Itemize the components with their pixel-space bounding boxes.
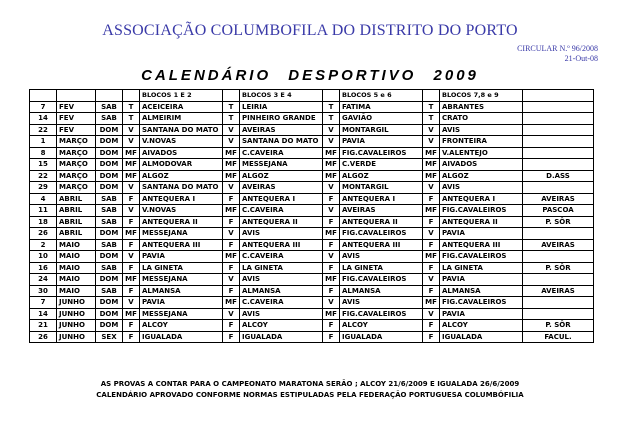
place-cell-block-2: C.CAVEIRA <box>240 147 323 159</box>
day-cell: 26 <box>30 331 57 343</box>
month-cell: MARÇO <box>57 170 96 182</box>
type-cell-block-3: V <box>323 136 340 148</box>
type-cell-block-3: F <box>323 320 340 332</box>
month-cell: MARÇO <box>57 147 96 159</box>
place-cell-block-4: ALCOY <box>440 320 523 332</box>
type-cell-block-2: V <box>223 308 240 320</box>
weekday-cell: DOM <box>96 228 123 240</box>
weekday-cell: SAB <box>96 113 123 125</box>
type-cell-block-1: MF <box>123 159 140 171</box>
type-cell-block-2: F <box>223 239 240 251</box>
footer-note-marathon: AS PROVAS A CONTAR PARA O CAMPEONATO MARATONA SERÃO ; ALCOY 21/6/2009 E IGUALADA 26/6/2009 <box>100 380 520 388</box>
type-cell-block-4: MF <box>423 159 440 171</box>
place-cell-block-1: PAVIA <box>140 297 223 309</box>
type-cell-block-4: V <box>423 124 440 136</box>
type-cell-block-2: MF <box>223 159 240 171</box>
type-cell-block-1: V <box>123 182 140 194</box>
weekday-cell: DOM <box>96 159 123 171</box>
type-cell-block-2: T <box>223 113 240 125</box>
type-cell-block-3: MF <box>323 147 340 159</box>
type-cell-block-2: MF <box>223 251 240 263</box>
note-cell: AVEIRAS <box>523 285 594 297</box>
day-cell: 22 <box>30 170 57 182</box>
note-cell <box>523 182 594 194</box>
day-cell: 15 <box>30 159 57 171</box>
month-cell: ABRIL <box>57 205 96 217</box>
note-cell: P. SÔR <box>523 216 594 228</box>
type-cell-block-1: V <box>123 251 140 263</box>
day-cell: 16 <box>30 262 57 274</box>
note-cell <box>523 159 594 171</box>
place-cell-block-4: FIG.CAVALEIROS <box>440 251 523 263</box>
day-cell: 14 <box>30 308 57 320</box>
day-cell: 2 <box>30 239 57 251</box>
footer-note-approval: CALENDÁRIO APROVADO CONFORME NORMAS ESTIPULADAS PELA FEDERAÇÃO PORTUGUESA COLUMBÓFILIA <box>96 391 524 399</box>
header-empty-cell <box>30 90 57 102</box>
month-cell: MAIO <box>57 262 96 274</box>
circular-number: CIRCULAR N.º 96/2008 <box>517 44 598 53</box>
place-cell-block-1: MESSEJANA <box>140 274 223 286</box>
place-cell-block-3: ALMANSA <box>340 285 423 297</box>
place-cell-block-3: ANTEQUERA II <box>340 216 423 228</box>
weekday-cell: SAB <box>96 216 123 228</box>
table-row <box>30 239 594 251</box>
note-cell <box>523 113 594 125</box>
table-row <box>30 308 594 320</box>
weekday-cell: DOM <box>96 124 123 136</box>
note-cell <box>523 297 594 309</box>
header-empty-cell <box>223 90 240 102</box>
type-cell-block-1: T <box>123 101 140 113</box>
weekday-cell: SAB <box>96 205 123 217</box>
place-cell-block-3: LA GINETA <box>340 262 423 274</box>
note-cell <box>523 136 594 148</box>
day-cell: 24 <box>30 274 57 286</box>
place-cell-block-4: ANTEQUERA III <box>440 239 523 251</box>
place-cell-block-1: ANTEQUERA III <box>140 239 223 251</box>
header-empty-cell <box>123 90 140 102</box>
header-empty-cell <box>96 90 123 102</box>
weekday-cell: DOM <box>96 251 123 263</box>
place-cell-block-3: FIG.CAVALEIROS <box>340 228 423 240</box>
type-cell-block-3: V <box>323 251 340 263</box>
place-cell-block-4: AVIS <box>440 124 523 136</box>
type-cell-block-3: MF <box>323 170 340 182</box>
weekday-cell: DOM <box>96 297 123 309</box>
type-cell-block-4: V <box>423 136 440 148</box>
place-cell-block-4: PAVIA <box>440 308 523 320</box>
table-header-row <box>30 90 594 102</box>
day-cell: 7 <box>30 101 57 113</box>
weekday-cell: DOM <box>96 170 123 182</box>
type-cell-block-3: F <box>323 285 340 297</box>
place-cell-block-3: FATIMA <box>340 101 423 113</box>
table-row <box>30 159 594 171</box>
month-cell: MARÇO <box>57 159 96 171</box>
place-cell-block-4: V.ALENTEJO <box>440 147 523 159</box>
day-cell: 18 <box>30 216 57 228</box>
place-cell-block-1: ANTEQUERA I <box>140 193 223 205</box>
table-row <box>30 124 594 136</box>
table-row <box>30 147 594 159</box>
type-cell-block-2: MF <box>223 170 240 182</box>
table-row <box>30 331 594 343</box>
place-cell-block-1: IGUALADA <box>140 331 223 343</box>
type-cell-block-4: T <box>423 113 440 125</box>
place-cell-block-4: ANTEQUERA I <box>440 193 523 205</box>
type-cell-block-2: F <box>223 216 240 228</box>
month-cell: MAIO <box>57 239 96 251</box>
place-cell-block-4: IGUALADA <box>440 331 523 343</box>
place-cell-block-1: ALMANSA <box>140 285 223 297</box>
place-cell-block-2: C.CAVEIRA <box>240 297 323 309</box>
header-empty-cell <box>323 90 340 102</box>
type-cell-block-3: T <box>323 113 340 125</box>
weekday-cell: SAB <box>96 285 123 297</box>
type-cell-block-2: F <box>223 193 240 205</box>
type-cell-block-4: F <box>423 320 440 332</box>
block-header-2: BLOCOS 3 E 4 <box>240 90 323 102</box>
type-cell-block-1: V <box>123 136 140 148</box>
place-cell-block-1: V.NOVAS <box>140 136 223 148</box>
note-cell <box>523 147 594 159</box>
place-cell-block-3: C.VERDE <box>340 159 423 171</box>
type-cell-block-3: F <box>323 331 340 343</box>
place-cell-block-3: FIG.CAVALEIROS <box>340 308 423 320</box>
type-cell-block-1: F <box>123 262 140 274</box>
place-cell-block-2: ANTEQUERA II <box>240 216 323 228</box>
type-cell-block-3: MF <box>323 228 340 240</box>
place-cell-block-2: SANTANA DO MATO <box>240 136 323 148</box>
type-cell-block-3: V <box>323 205 340 217</box>
type-cell-block-4: MF <box>423 147 440 159</box>
type-cell-block-4: MF <box>423 251 440 263</box>
header-empty-cell <box>523 90 594 102</box>
type-cell-block-2: MF <box>223 147 240 159</box>
place-cell-block-3: ALGOZ <box>340 170 423 182</box>
type-cell-block-2: F <box>223 285 240 297</box>
type-cell-block-4: V <box>423 274 440 286</box>
place-cell-block-3: AVIS <box>340 297 423 309</box>
month-cell: MAIO <box>57 285 96 297</box>
note-cell <box>523 124 594 136</box>
place-cell-block-2: AVIS <box>240 274 323 286</box>
table-row <box>30 216 594 228</box>
place-cell-block-2: ALMANSA <box>240 285 323 297</box>
month-cell: FEV <box>57 124 96 136</box>
place-cell-block-2: LEIRIA <box>240 101 323 113</box>
table-row <box>30 193 594 205</box>
place-cell-block-4: PAVIA <box>440 228 523 240</box>
day-cell: 26 <box>30 228 57 240</box>
month-cell: MAIO <box>57 251 96 263</box>
place-cell-block-2: C.CAVEIRA <box>240 205 323 217</box>
day-cell: 29 <box>30 182 57 194</box>
day-cell: 11 <box>30 205 57 217</box>
day-cell: 4 <box>30 193 57 205</box>
type-cell-block-2: MF <box>223 297 240 309</box>
type-cell-block-1: V <box>123 297 140 309</box>
circular-date: 21-Out-08 <box>564 54 598 63</box>
type-cell-block-2: F <box>223 331 240 343</box>
place-cell-block-4: AVIS <box>440 182 523 194</box>
table-row <box>30 297 594 309</box>
place-cell-block-1: V.NOVAS <box>140 205 223 217</box>
month-cell: MAIO <box>57 274 96 286</box>
day-cell: 10 <box>30 251 57 263</box>
block-header-1: BLOCOS 1 E 2 <box>140 90 223 102</box>
place-cell-block-4: ANTEQUERA II <box>440 216 523 228</box>
place-cell-block-4: FRONTEIRA <box>440 136 523 148</box>
note-cell: P. SÔR <box>523 320 594 332</box>
day-cell: 8 <box>30 147 57 159</box>
place-cell-block-3: AVIS <box>340 251 423 263</box>
place-cell-block-2: AVIS <box>240 228 323 240</box>
place-cell-block-4: CRATO <box>440 113 523 125</box>
type-cell-block-1: V <box>123 205 140 217</box>
table-row <box>30 320 594 332</box>
note-cell: AVEIRAS <box>523 239 594 251</box>
type-cell-block-4: F <box>423 193 440 205</box>
type-cell-block-1: T <box>123 113 140 125</box>
type-cell-block-1: MF <box>123 170 140 182</box>
month-cell: ABRIL <box>57 228 96 240</box>
calendar-title: CALENDÁRIO DESPORTIVO 2009 <box>141 67 479 84</box>
month-cell: JUNHO <box>57 297 96 309</box>
type-cell-block-3: V <box>323 297 340 309</box>
place-cell-block-3: AVEIRAS <box>340 205 423 217</box>
table-row <box>30 205 594 217</box>
table-row <box>30 228 594 240</box>
place-cell-block-3: ANTEQUERA I <box>340 193 423 205</box>
type-cell-block-3: F <box>323 193 340 205</box>
type-cell-block-1: F <box>123 216 140 228</box>
table-row <box>30 251 594 263</box>
place-cell-block-1: ALMEIRIM <box>140 113 223 125</box>
type-cell-block-2: F <box>223 262 240 274</box>
place-cell-block-3: IGUALADA <box>340 331 423 343</box>
place-cell-block-2: IGUALADA <box>240 331 323 343</box>
type-cell-block-4: V <box>423 308 440 320</box>
type-cell-block-2: MF <box>223 205 240 217</box>
place-cell-block-1: ALGOZ <box>140 170 223 182</box>
type-cell-block-2: T <box>223 101 240 113</box>
place-cell-block-3: GAVIÃO <box>340 113 423 125</box>
table-row <box>30 101 594 113</box>
weekday-cell: DOM <box>96 136 123 148</box>
note-cell: P. SÔR <box>523 262 594 274</box>
type-cell-block-1: MF <box>123 147 140 159</box>
place-cell-block-4: FIG.CAVALEIROS <box>440 297 523 309</box>
place-cell-block-2: ANTEQUERA III <box>240 239 323 251</box>
type-cell-block-2: V <box>223 136 240 148</box>
place-cell-block-4: FIG.CAVALEIROS <box>440 205 523 217</box>
month-cell: FEV <box>57 101 96 113</box>
type-cell-block-1: MF <box>123 228 140 240</box>
day-cell: 21 <box>30 320 57 332</box>
note-cell <box>523 251 594 263</box>
type-cell-block-4: MF <box>423 297 440 309</box>
month-cell: ABRIL <box>57 216 96 228</box>
place-cell-block-2: ANTEQUERA I <box>240 193 323 205</box>
day-cell: 7 <box>30 297 57 309</box>
place-cell-block-3: MONTARGIL <box>340 182 423 194</box>
place-cell-block-1: PAVIA <box>140 251 223 263</box>
header-empty-cell <box>423 90 440 102</box>
type-cell-block-3: V <box>323 124 340 136</box>
note-cell: PASCOA <box>523 205 594 217</box>
weekday-cell: DOM <box>96 308 123 320</box>
type-cell-block-4: V <box>423 182 440 194</box>
type-cell-block-2: V <box>223 182 240 194</box>
place-cell-block-1: AIVADOS <box>140 147 223 159</box>
weekday-cell: DOM <box>96 274 123 286</box>
note-cell <box>523 274 594 286</box>
weekday-cell: SAB <box>96 262 123 274</box>
place-cell-block-1: SANTANA DO MATO <box>140 124 223 136</box>
day-cell: 14 <box>30 113 57 125</box>
type-cell-block-3: T <box>323 101 340 113</box>
place-cell-block-3: PAVIA <box>340 136 423 148</box>
place-cell-block-2: MESSEJANA <box>240 159 323 171</box>
type-cell-block-4: F <box>423 239 440 251</box>
place-cell-block-4: ABRANTES <box>440 101 523 113</box>
place-cell-block-1: ACEICEIRA <box>140 101 223 113</box>
day-cell: 22 <box>30 124 57 136</box>
note-cell: FACUL. <box>523 331 594 343</box>
place-cell-block-4: AIVADOS <box>440 159 523 171</box>
weekday-cell: DOM <box>96 320 123 332</box>
place-cell-block-1: SANTANA DO MATO <box>140 182 223 194</box>
place-cell-block-4: ALGOZ <box>440 170 523 182</box>
type-cell-block-1: F <box>123 285 140 297</box>
weekday-cell: SAB <box>96 239 123 251</box>
table-row <box>30 262 594 274</box>
type-cell-block-1: F <box>123 239 140 251</box>
table-row <box>30 113 594 125</box>
note-cell <box>523 308 594 320</box>
place-cell-block-2: LA GINETA <box>240 262 323 274</box>
place-cell-block-3: MONTARGIL <box>340 124 423 136</box>
note-cell: D.ASS <box>523 170 594 182</box>
place-cell-block-3: FIG.CAVALEIROS <box>340 274 423 286</box>
place-cell-block-2: ALGOZ <box>240 170 323 182</box>
weekday-cell: DOM <box>96 147 123 159</box>
place-cell-block-3: ANTEQUERA III <box>340 239 423 251</box>
note-cell: AVEIRAS <box>523 193 594 205</box>
type-cell-block-3: MF <box>323 159 340 171</box>
note-cell <box>523 228 594 240</box>
type-cell-block-1: F <box>123 193 140 205</box>
type-cell-block-4: F <box>423 285 440 297</box>
note-cell <box>523 101 594 113</box>
place-cell-block-4: LA GINETA <box>440 262 523 274</box>
type-cell-block-2: V <box>223 228 240 240</box>
block-header-3: BLOCOS 5 e 6 <box>340 90 423 102</box>
place-cell-block-1: LA GINETA <box>140 262 223 274</box>
place-cell-block-2: C.CAVEIRA <box>240 251 323 263</box>
place-cell-block-2: AVIS <box>240 308 323 320</box>
weekday-cell: SAB <box>96 193 123 205</box>
place-cell-block-2: PINHEIRO GRANDE <box>240 113 323 125</box>
place-cell-block-2: AVEIRAS <box>240 124 323 136</box>
table-row <box>30 274 594 286</box>
type-cell-block-2: F <box>223 320 240 332</box>
type-cell-block-4: V <box>423 228 440 240</box>
month-cell: JUNHO <box>57 331 96 343</box>
place-cell-block-3: ALCOY <box>340 320 423 332</box>
table-row <box>30 136 594 148</box>
month-cell: FEV <box>57 113 96 125</box>
type-cell-block-4: MF <box>423 205 440 217</box>
type-cell-block-4: F <box>423 262 440 274</box>
block-header-4: BLOCOS 7,8 e 9 <box>440 90 523 102</box>
month-cell: MARÇO <box>57 182 96 194</box>
month-cell: JUNHO <box>57 320 96 332</box>
place-cell-block-1: ALMODOVAR <box>140 159 223 171</box>
type-cell-block-4: F <box>423 331 440 343</box>
header-empty-cell <box>57 90 96 102</box>
type-cell-block-3: F <box>323 262 340 274</box>
type-cell-block-4: F <box>423 216 440 228</box>
type-cell-block-2: V <box>223 124 240 136</box>
type-cell-block-1: F <box>123 331 140 343</box>
place-cell-block-2: ALCOY <box>240 320 323 332</box>
type-cell-block-1: MF <box>123 308 140 320</box>
table-row <box>30 182 594 194</box>
place-cell-block-4: ALMANSA <box>440 285 523 297</box>
type-cell-block-2: V <box>223 274 240 286</box>
place-cell-block-3: FIG.CAVALEIROS <box>340 147 423 159</box>
type-cell-block-1: MF <box>123 274 140 286</box>
type-cell-block-4: T <box>423 101 440 113</box>
place-cell-block-1: MESSEJANA <box>140 308 223 320</box>
calendar-table <box>29 89 594 343</box>
month-cell: JUNHO <box>57 308 96 320</box>
type-cell-block-3: MF <box>323 274 340 286</box>
day-cell: 30 <box>30 285 57 297</box>
weekday-cell: SEX <box>96 331 123 343</box>
place-cell-block-1: ALCOY <box>140 320 223 332</box>
type-cell-block-3: F <box>323 216 340 228</box>
weekday-cell: SAB <box>96 101 123 113</box>
place-cell-block-4: PAVIA <box>440 274 523 286</box>
table-row <box>30 170 594 182</box>
type-cell-block-1: V <box>123 124 140 136</box>
month-cell: MARÇO <box>57 136 96 148</box>
month-cell: ABRIL <box>57 193 96 205</box>
place-cell-block-1: ANTEQUERA II <box>140 216 223 228</box>
weekday-cell: DOM <box>96 182 123 194</box>
type-cell-block-3: F <box>323 239 340 251</box>
type-cell-block-4: MF <box>423 170 440 182</box>
type-cell-block-3: MF <box>323 308 340 320</box>
place-cell-block-2: AVEIRAS <box>240 182 323 194</box>
day-cell: 1 <box>30 136 57 148</box>
association-title: ASSOCIAÇÃO COLUMBOFILA DO DISTRITO DO PORTO <box>102 22 518 39</box>
type-cell-block-1: F <box>123 320 140 332</box>
type-cell-block-3: V <box>323 182 340 194</box>
place-cell-block-1: MESSEJANA <box>140 228 223 240</box>
table-row <box>30 285 594 297</box>
